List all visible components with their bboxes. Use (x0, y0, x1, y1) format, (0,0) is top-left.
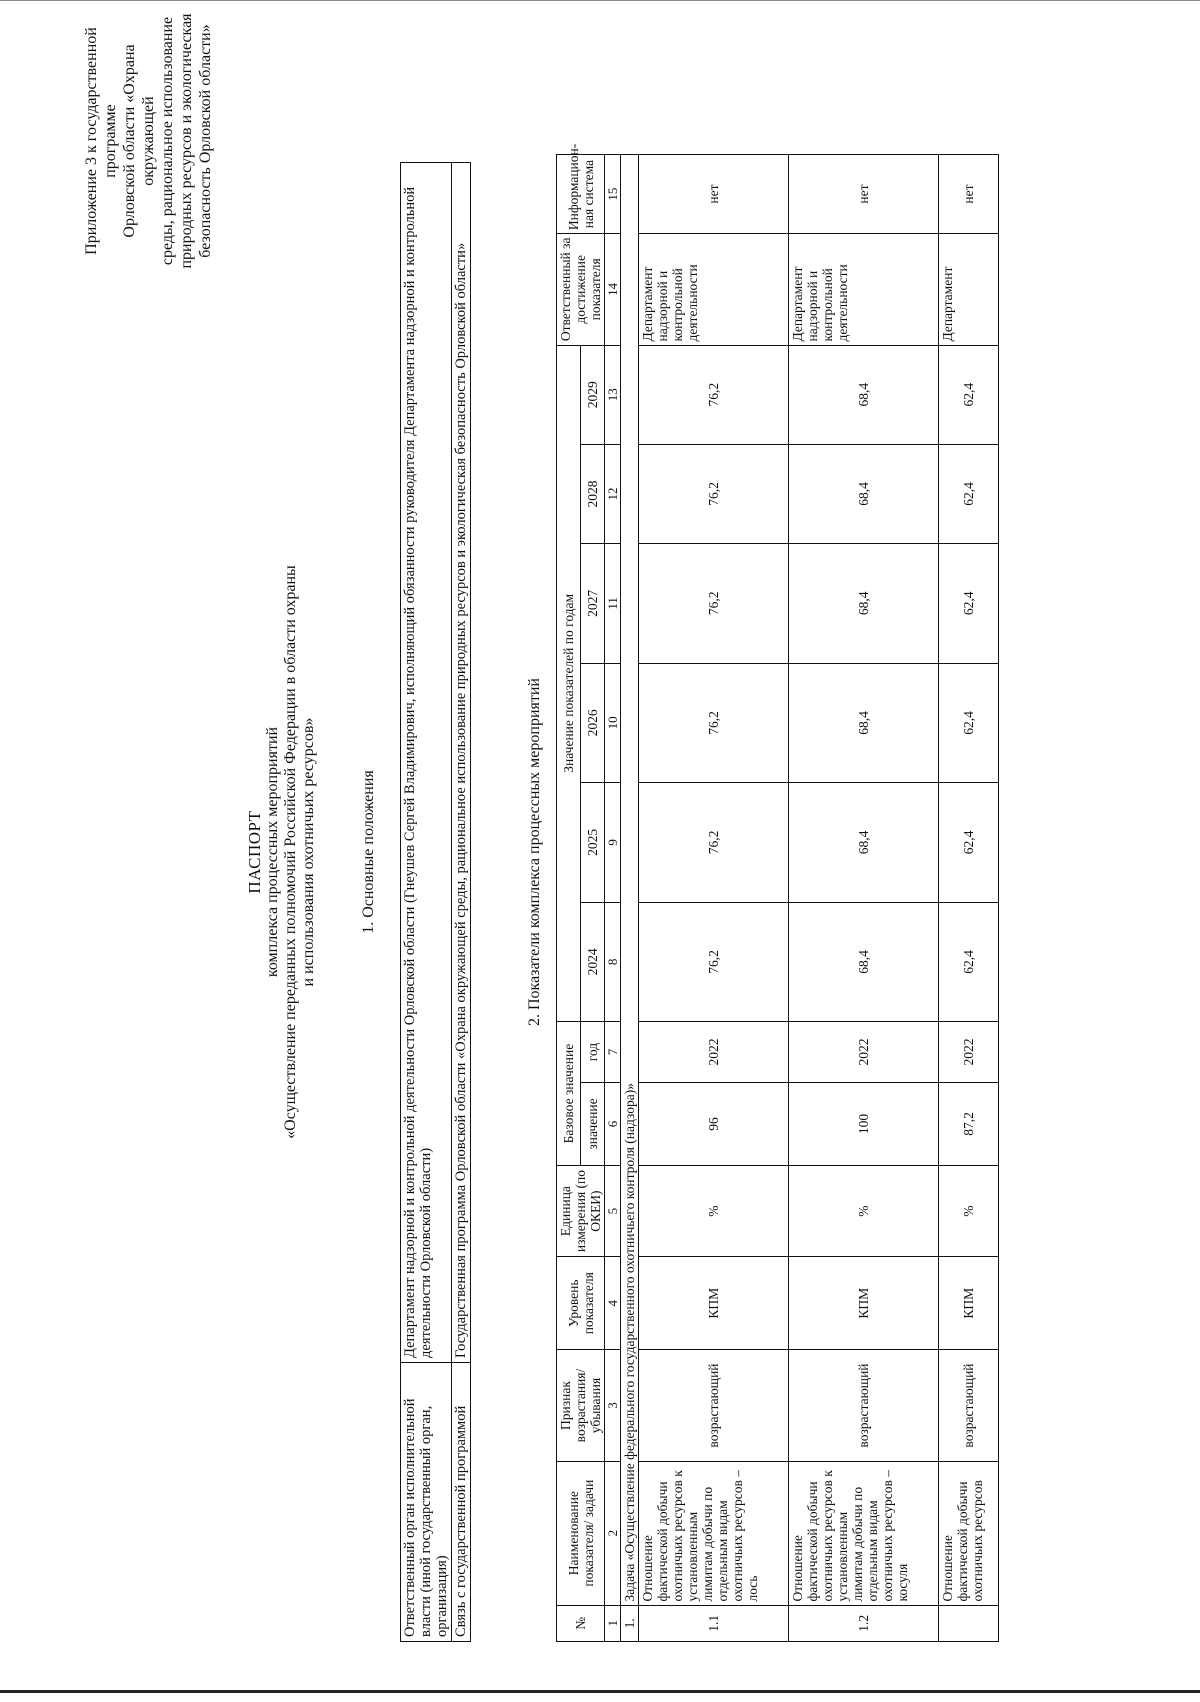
base-year: 2022 (939, 1022, 999, 1083)
indicator-unit: % (639, 1165, 789, 1256)
row-number (939, 1605, 999, 1641)
info-system: нет (789, 155, 939, 234)
info-system: нет (639, 155, 789, 234)
year-value: 76,2 (639, 663, 789, 783)
col-header-year: 2026 (581, 663, 605, 783)
column-number: 14 (605, 234, 621, 345)
indicator-level: КПМ (639, 1257, 789, 1350)
column-number: 8 (605, 902, 621, 1022)
title-passport: ПАСПОРТ (245, 810, 264, 894)
table-row (789, 155, 939, 1642)
row-number: 1.2 (789, 1605, 939, 1641)
appendix-line: Орловской области «Охрана окружающей (121, 44, 157, 238)
column-number: 11 (605, 544, 621, 664)
year-value: 76,2 (639, 444, 789, 543)
responsible: Департамент надзорной и контрольной деятельности (639, 234, 789, 345)
indicator-level: КПМ (789, 1257, 939, 1350)
column-number: 7 (605, 1022, 621, 1083)
appendix-line: природных ресурсов и экологическая (178, 13, 195, 269)
year-value: 68,4 (789, 444, 939, 543)
title-program-name-cont: и использования охотничьих ресурсов» (300, 717, 317, 987)
indicators-table (556, 143, 999, 1642)
col-header-year: 2029 (581, 345, 605, 444)
col-header-year: 2028 (581, 444, 605, 543)
indicator-name: Отношение фактической добычи охотничьих ресурсов к установленным лимитам добычи по отдельным видам охотничьих ресурсов – косуля (789, 1461, 939, 1605)
year-value: 68,4 (789, 544, 939, 664)
task-number: 1. (621, 1605, 639, 1641)
responsible: Департамент (939, 234, 999, 345)
column-number: 12 (605, 444, 621, 543)
col-header-num: № (557, 1605, 605, 1641)
col-header-year: 2025 (581, 783, 605, 903)
base-year: 2022 (789, 1022, 939, 1083)
year-value: 76,2 (639, 783, 789, 903)
column-number: 2 (605, 1461, 621, 1605)
column-number-row (605, 155, 621, 1642)
header-row (557, 155, 581, 1642)
column-number: 13 (605, 345, 621, 444)
section-2-heading: 2. Показатели комплекса процессных мероприятий (526, 678, 543, 1027)
year-value: 62,4 (939, 902, 999, 1022)
col-header-year: 2027 (581, 544, 605, 664)
year-value: 76,2 (639, 345, 789, 444)
appendix-line: безопасность Орловской области» (197, 24, 214, 258)
year-value: 62,4 (939, 663, 999, 783)
row-number: 1.1 (639, 1605, 789, 1641)
basic-info-row (401, 163, 452, 1642)
column-number: 9 (605, 783, 621, 903)
col-header-sign: Признак возрастания/ убывания (557, 1350, 605, 1461)
indicator-unit: % (789, 1165, 939, 1256)
title-program-name: «Осуществление переданных полномочий Российской Федерации в области охраны (282, 565, 299, 1139)
task-row (621, 155, 639, 1642)
base-value: 96 (639, 1082, 789, 1165)
document-title (246, 302, 318, 1402)
indicator-sign: возрастающий (639, 1350, 789, 1461)
table-row (639, 155, 789, 1642)
col-header-base-value: значение (581, 1082, 605, 1165)
col-header-name: Наименование показателя/ задачи (557, 1461, 605, 1605)
indicator-sign: возрастающий (789, 1350, 939, 1461)
appendix-note (82, 10, 215, 272)
basic-info-row (452, 163, 471, 1642)
appendix-line: среды, рациональное использование (159, 16, 176, 266)
year-value: 62,4 (939, 345, 999, 444)
base-value: 87,2 (939, 1082, 999, 1165)
column-number: 10 (605, 663, 621, 783)
task-text: Задача «Осуществление федерального государственного охотничьего контроля (надзора)» (621, 155, 639, 1606)
year-value: 62,4 (939, 544, 999, 664)
column-number: 4 (605, 1257, 621, 1350)
base-value: 100 (789, 1082, 939, 1165)
base-year: 2022 (639, 1022, 789, 1083)
section-1-heading: 1. Основные положения (360, 770, 377, 934)
year-value: 62,4 (939, 444, 999, 543)
col-header-level: Уровень показателя (557, 1257, 605, 1350)
col-header-unit: Единица измерения (по ОКЕИ) (557, 1165, 605, 1256)
year-value: 76,2 (639, 902, 789, 1022)
basic-info-value: Государственная программа Орловской области «Охрана окружающей среды, рациональное использование природных ресурсов и экологическая безопасность Орловской области» (452, 163, 471, 1363)
responsible: Департамент надзорной и контрольной деятельности (789, 234, 939, 345)
col-header-base-year: год (581, 1022, 605, 1083)
col-header-base: Базовое значение (557, 1022, 581, 1166)
title-subtitle: комплекса процессных мероприятий (264, 726, 281, 978)
col-header-by-years: Значение показателей по годам (557, 345, 581, 1022)
table-row (939, 155, 999, 1642)
indicator-unit: % (939, 1165, 999, 1256)
year-value: 68,4 (789, 902, 939, 1022)
column-number: 15 (605, 155, 621, 234)
year-value: 68,4 (789, 783, 939, 903)
column-number: 3 (605, 1350, 621, 1461)
year-value: 68,4 (789, 345, 939, 444)
year-value: 76,2 (639, 544, 789, 664)
year-value: 68,4 (789, 663, 939, 783)
basic-info-table (400, 162, 471, 1642)
appendix-line: Приложение 3 к государственной программе (83, 27, 119, 255)
indicator-level: КПМ (939, 1257, 999, 1350)
col-header-year: 2024 (581, 902, 605, 1022)
scan-edge-bottom (0, 1690, 1200, 1693)
col-header-info-system: Информацион-ная система (557, 155, 605, 234)
column-number: 6 (605, 1082, 621, 1165)
basic-info-label: Связь с государственной программой (452, 1363, 471, 1642)
column-number: 1 (605, 1605, 621, 1641)
indicator-sign: возрастающий (939, 1350, 999, 1461)
indicator-name: Отношение фактической добычи охотничьих ресурсов (939, 1461, 999, 1605)
basic-info-label: Ответственный орган исполнительной власти (иной государственный орган, организация) (401, 1363, 452, 1642)
basic-info-value: Департамент надзорной и контрольной деятельности Орловской области (Гнеушев Сергей Владимирович, исполняющий обязанности руководителя Департамента надзорной и контрольной деятельности Орловской области) (401, 163, 452, 1363)
indicator-name: Отношение фактической добычи охотничьих ресурсов к установленным лимитам добычи по отдельным видам охотничьих ресурсов – лось (639, 1461, 789, 1605)
year-value: 62,4 (939, 783, 999, 903)
info-system: нет (939, 155, 999, 234)
column-number: 5 (605, 1165, 621, 1256)
col-header-responsible: Ответственный за достижение показателя (557, 234, 605, 345)
